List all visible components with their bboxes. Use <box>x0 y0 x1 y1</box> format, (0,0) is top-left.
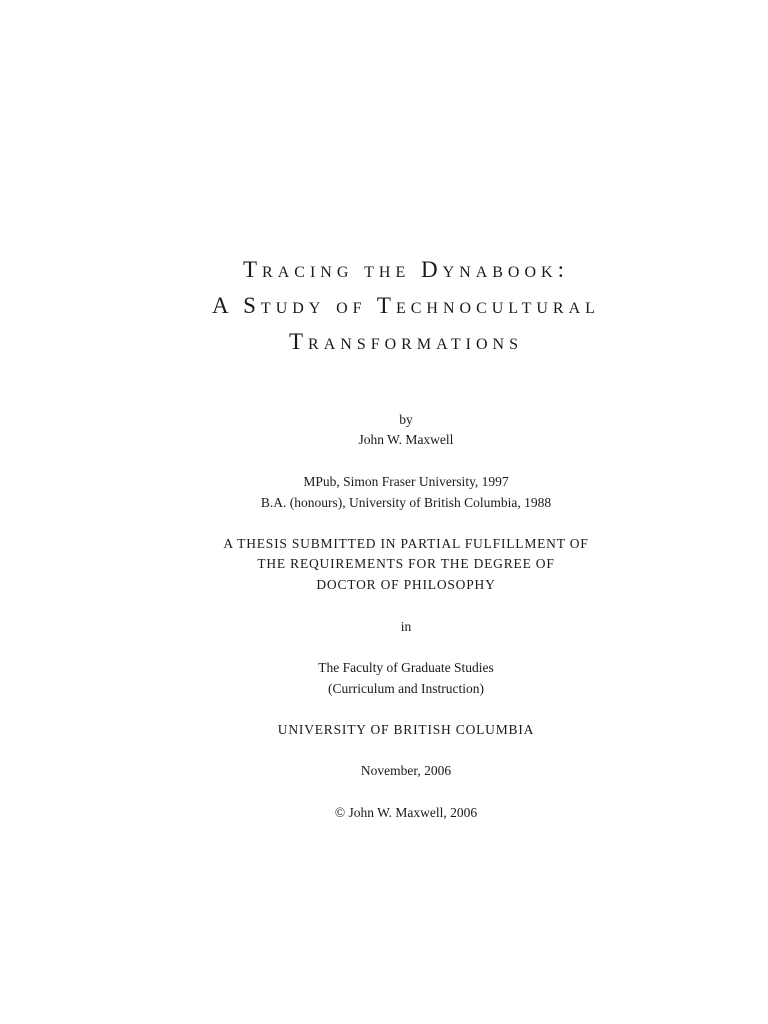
thesis-statement-line-3: DOCTOR OF PHILOSOPHY <box>316 577 496 592</box>
university-name: UNIVERSITY OF BRITISH COLUMBIA <box>277 722 535 737</box>
title-line-1: Tracing the Dynabook: <box>243 257 569 282</box>
title-line-2: A Study of Technocultural <box>212 293 600 318</box>
degree-mpub: MPub, Simon Fraser University, 1997 <box>303 474 509 489</box>
thesis-statement-line-2: THE REQUIREMENTS FOR THE DEGREE OF <box>257 556 555 571</box>
faculty-program: (Curriculum and Instruction) <box>328 681 484 696</box>
degree-ba: B.A. (honours), University of British Columbia, 1988 <box>260 495 552 510</box>
faculty-name: The Faculty of Graduate Studies <box>318 660 494 675</box>
thesis-title <box>0 252 768 360</box>
submission-date: November, 2006 <box>360 763 452 778</box>
thesis-statement-line-1: A THESIS SUBMITTED IN PARTIAL FULFILLMENT OF <box>223 536 589 551</box>
title-line-3: Transformations <box>289 329 523 354</box>
in-label: in <box>400 619 412 634</box>
copyright-notice: © John W. Maxwell, 2006 <box>334 805 478 820</box>
by-label: by <box>399 412 413 427</box>
author-name: John W. Maxwell <box>358 432 454 447</box>
